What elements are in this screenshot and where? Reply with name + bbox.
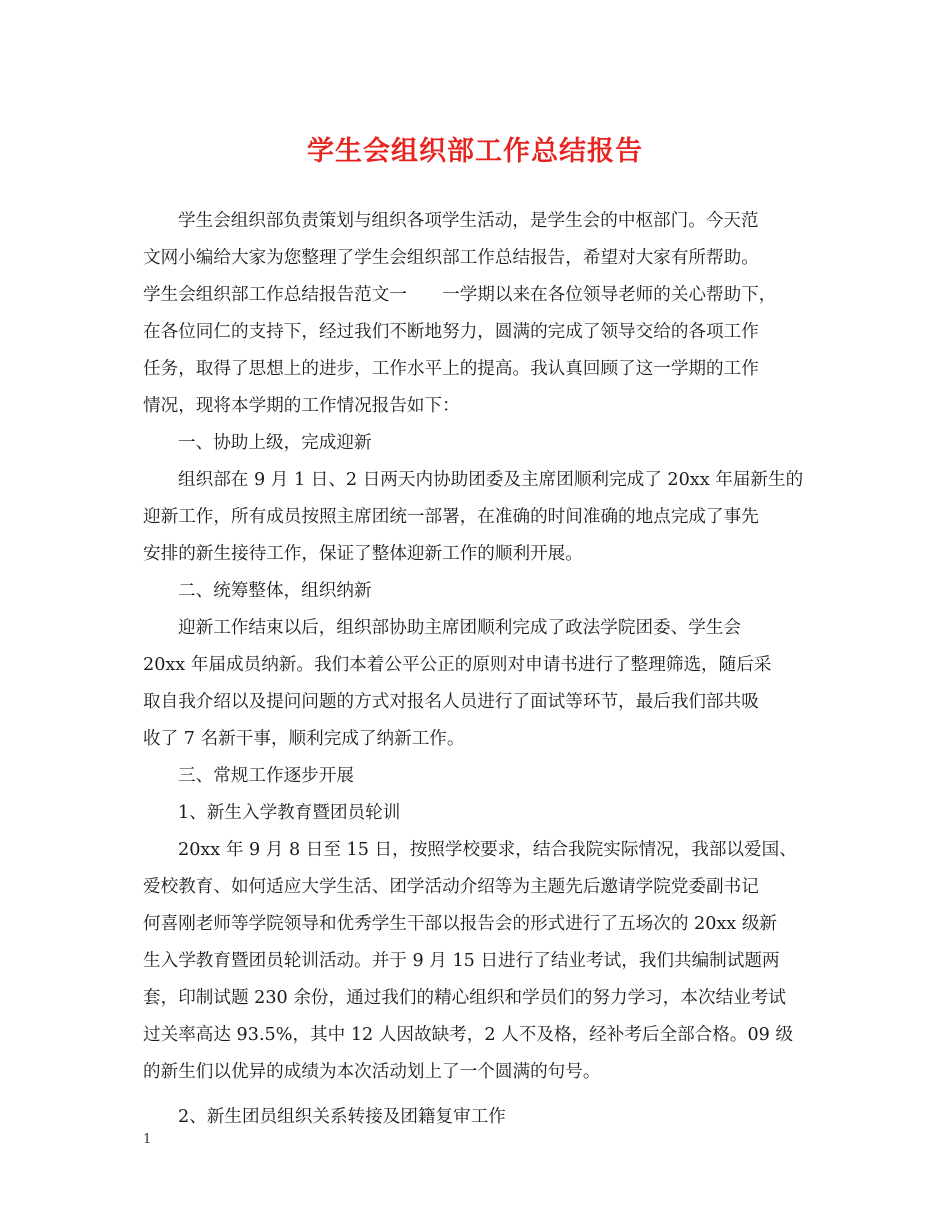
paragraph-line: 组织部在 9 月 1 日、2 日两天内协助团委及主席团顺利完成了 20xx 年届新生的 bbox=[178, 470, 804, 490]
paragraph-line: 套，印制试题 230 余份，通过我们的精心组织和学员们的努力学习，本次结业考试 bbox=[143, 988, 786, 1008]
paragraph-line: 迎新工作，所有成员按照主席团统一部署，在准确的时间准确的地点完成了事先 bbox=[143, 507, 759, 527]
paragraph-line: 安排的新生接待工作，保证了整体迎新工作的顺利开展。 bbox=[143, 544, 583, 564]
paragraph-line: 取自我介绍以及提问问题的方式对报名人员进行了面试等环节，最后我们部共吸 bbox=[143, 692, 759, 712]
document-body bbox=[143, 203, 811, 1136]
paragraph-line: 学生会组织部工作总结报告范文一 一学期以来在各位领导老师的关心帮助下， bbox=[143, 285, 777, 305]
section-heading: 三、常规工作逐步开展 bbox=[178, 766, 354, 786]
paragraph-line: 任务，取得了思想上的进步，工作水平上的提高。我认真回顾了这一学期的工作 bbox=[143, 359, 759, 379]
paragraph-line: 文网小编给大家为您整理了学生会组织部工作总结报告，希望对大家有所帮助。 bbox=[143, 248, 759, 268]
paragraph-line: 迎新工作结束以后，组织部协助主席团顺利完成了政法学院团委、学生会 bbox=[178, 618, 742, 638]
paragraph-line: 收了 7 名新干事，顺利完成了纳新工作。 bbox=[143, 729, 465, 749]
paragraph-line: 过关率高达 93.5%，其中 12 人因故缺考，2 人不及格，经补考后全部合格。09 级 bbox=[143, 1025, 794, 1045]
subsection-heading: 1、新生入学教育暨团员轮训 bbox=[178, 803, 401, 823]
paragraph-line: 何喜刚老师等学院领导和优秀学生干部以报告会的形式进行了五场次的 20xx 级新 bbox=[143, 914, 778, 934]
paragraph-line: 的新生们以优异的成绩为本次活动划上了一个圆满的句号。 bbox=[143, 1062, 601, 1082]
paragraph-line: 20xx 年 9 月 8 日至 15 日，按照学校要求，结合我院实际情况，我部以爱国、 bbox=[178, 840, 797, 860]
paragraph-line: 20xx 年届成员纳新。我们本着公平公正的原则对申请书进行了整理筛选，随后采 bbox=[143, 655, 772, 675]
section-heading: 二、统筹整体，组织纳新 bbox=[178, 581, 372, 601]
page-number: 1 bbox=[143, 1132, 152, 1147]
paragraph-line: 情况，现将本学期的工作情况报告如下： bbox=[143, 396, 460, 416]
paragraph-line: 生入学教育暨团员轮训活动。并于 9 月 15 日进行了结业考试，我们共编制试题两 bbox=[143, 951, 780, 971]
paragraph-line: 在各位同仁的支持下，经过我们不断地努力，圆满的完成了领导交给的各项工作 bbox=[143, 322, 759, 342]
paragraph-line: 学生会组织部负责策划与组织各项学生活动，是学生会的中枢部门。今天范 bbox=[178, 211, 759, 231]
section-heading: 一、协助上级，完成迎新 bbox=[178, 433, 372, 453]
document-title: 学生会组织部工作总结报告 bbox=[307, 136, 643, 167]
paragraph-line: 爱校教育、如何适应大学生活、团学活动介绍等为主题先后邀请学院党委副书记 bbox=[143, 877, 759, 897]
subsection-heading: 2、新生团员组织关系转接及团籍复审工作 bbox=[178, 1107, 506, 1127]
